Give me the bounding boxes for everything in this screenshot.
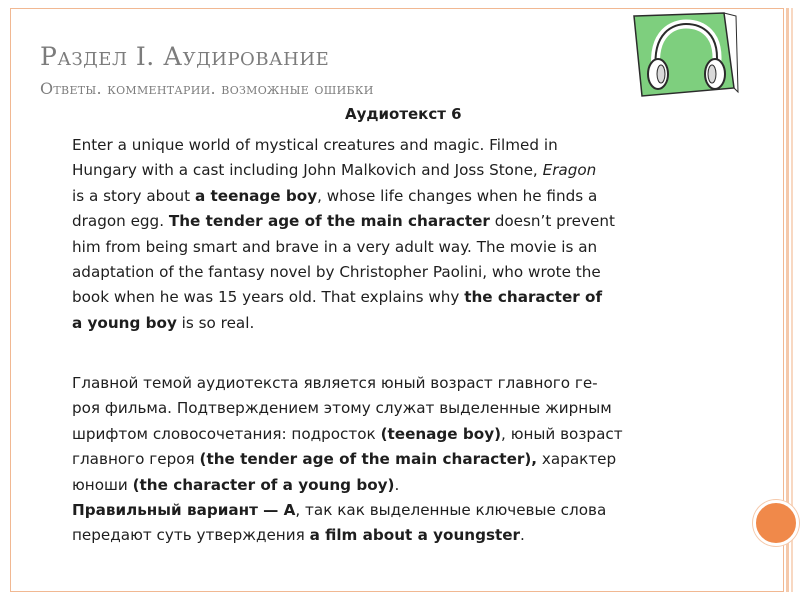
slide-subtitle: Ответы. комментарии. возможные ошибки xyxy=(40,79,374,98)
bold-phrase: (teenage boy) xyxy=(380,424,502,443)
text-line xyxy=(72,285,692,310)
text-segment: юноши xyxy=(72,475,133,494)
bold-phrase: (the tender age of the main character), xyxy=(199,450,538,469)
text-segment: , так как выделенные ключевые слова xyxy=(295,501,607,520)
text-segment: him from being smart and brave in a very adult way. The movie is an xyxy=(72,237,598,256)
text-segment: book when he was 15 years old. That explains why xyxy=(72,288,465,307)
text-line xyxy=(72,235,692,260)
decorative-circle xyxy=(753,500,799,546)
text-segment: dragon egg. xyxy=(72,212,169,231)
text-segment: Enter a unique world of mystical creatures and magic. Filmed in xyxy=(72,136,558,154)
text-line xyxy=(72,311,692,336)
bold-phrase: the character of xyxy=(464,288,603,307)
text-segment: главного героя xyxy=(72,450,200,469)
text-segment: is a story about xyxy=(72,186,195,205)
bold-phrase: Правильный вариант — А xyxy=(72,501,296,520)
bold-phrase: a film about a youngster xyxy=(309,526,521,545)
text-line xyxy=(72,209,692,234)
text-line xyxy=(72,447,692,472)
text-segment: , whose life changes when he finds a xyxy=(317,186,598,205)
text-line xyxy=(72,371,692,396)
text-segment: передают суть утверждения xyxy=(72,526,310,545)
headphones-icon xyxy=(628,12,740,100)
bold-phrase: The tender age of the main character xyxy=(168,212,490,231)
text-segment: doesn’t prevent xyxy=(489,212,615,231)
text-line xyxy=(72,523,692,548)
text-segment: шрифтом словосочетания: подросток xyxy=(72,424,381,443)
text-segment: роя фильма. Подтверждением этому служат выделенные жирным xyxy=(72,399,612,418)
text-segment: характер xyxy=(537,450,617,469)
text-line xyxy=(72,473,692,498)
text-line xyxy=(72,260,692,285)
text-segment: adaptation of the fantasy novel by Christopher Paolini, who wrote the xyxy=(72,263,601,282)
text-line xyxy=(72,158,692,183)
decorative-stripe xyxy=(791,8,793,592)
comment-paragraph xyxy=(72,371,692,549)
bold-phrase: (the character of a young boy) xyxy=(132,475,395,494)
text-segment: Главной темой аудиотекста является юный возраст главного ге- xyxy=(72,374,598,392)
text-segment: , юный возраст xyxy=(501,424,623,443)
bold-phrase: a young boy xyxy=(72,313,177,332)
text-line xyxy=(72,133,692,158)
audio-text-title: Аудиотекст 6 xyxy=(345,105,462,123)
italic-phrase: Eragon xyxy=(542,161,597,180)
text-line xyxy=(72,498,692,523)
text-line xyxy=(72,422,692,447)
text-segment: Hungary with a cast including John Malkovich and Joss Stone, xyxy=(72,161,543,180)
text-segment: . xyxy=(394,475,400,494)
bold-phrase: a teenage boy xyxy=(194,186,318,205)
text-segment: . xyxy=(520,526,525,545)
slide-title: Раздел I. Аудирование xyxy=(40,42,330,71)
text-segment: is so real. xyxy=(176,313,255,332)
text-line xyxy=(72,184,692,209)
audio-text-paragraph xyxy=(72,133,692,336)
text-line xyxy=(72,396,692,421)
